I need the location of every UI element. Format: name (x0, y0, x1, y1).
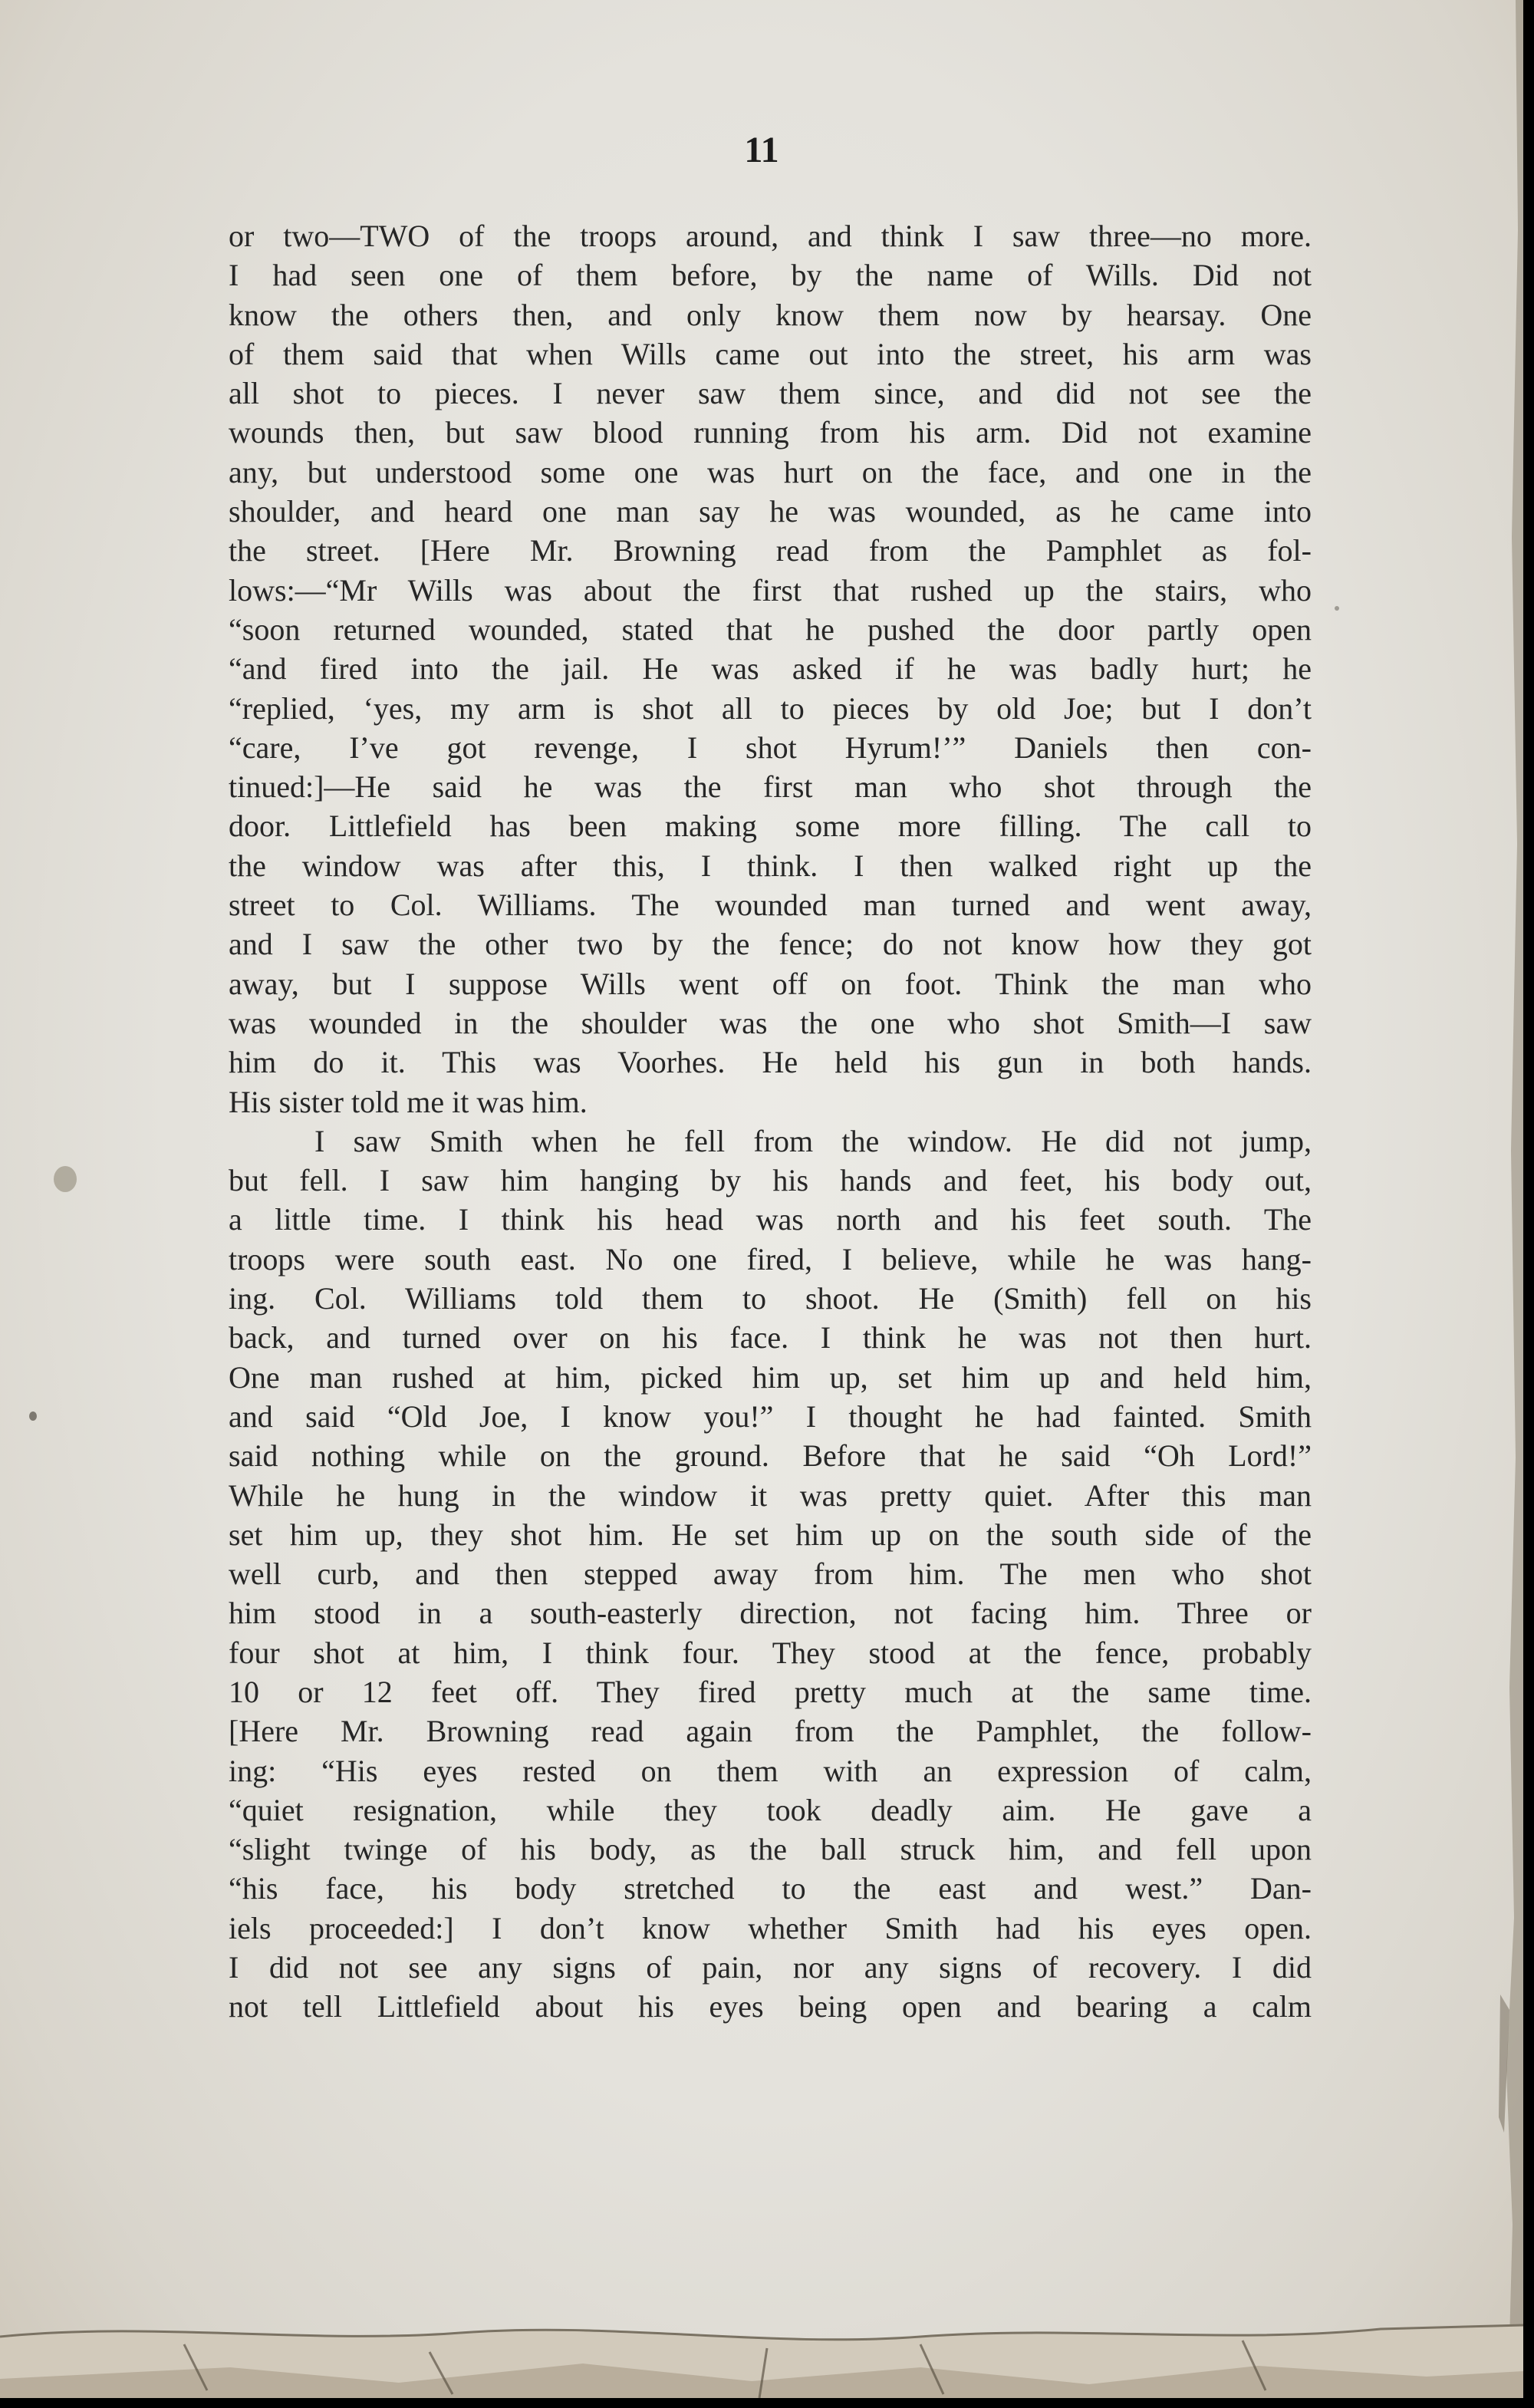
text-line: iels proceeded:] I don’t know whether Smith had his eyes open. (229, 1910, 1312, 1945)
body-text (229, 216, 1312, 2027)
text-line: 10 or 12 feet off. They fired pretty much at the same time. (229, 1674, 1312, 1709)
text-line: [Here Mr. Browning read again from the Pamphlet, the follow- (229, 1714, 1312, 1749)
text-line: ing. Col. Williams told them to shoot. He (Smith) fell on his (229, 1281, 1312, 1316)
text-line: or two—TWO of the troops around, and think I saw three—no more. (229, 219, 1312, 253)
text-line: not tell Littlefield about his eyes being open and bearing a calm (229, 1989, 1312, 2024)
text-line: the window was after this, I think. I then walked right up the (229, 848, 1312, 883)
text-line: I had seen one of them before, by the name of Wills. Did not (229, 258, 1312, 293)
text-line: tinued:]—He said he was the first man who shot through the (229, 769, 1312, 805)
text-line: four shot at him, I think four. They stood at the fence, probably (229, 1635, 1312, 1670)
torn-bottom-edge (0, 2291, 1523, 2398)
text-line: door. Littlefield has been making some more filling. The call to (229, 809, 1312, 844)
text-line: him stood in a south-easterly direction, not facing him. Three or (229, 1596, 1312, 1631)
text-line: a little time. I think his head was north and his feet south. The (229, 1202, 1312, 1237)
text-line: but fell. I saw him hanging by his hands and feet, his body out, (229, 1163, 1312, 1198)
text-line: shoulder, and heard one man say he was wounded, as he came into (229, 494, 1312, 529)
page-number: 11 (744, 130, 779, 170)
paper-stain (29, 1412, 37, 1421)
paragraph-2 (229, 1122, 1312, 2027)
text-line: wounds then, but saw blood running from his arm. Did not examine (229, 415, 1312, 450)
text-line: street to Col. Williams. The wounded man turned and went away, (229, 888, 1312, 923)
text-line: him do it. This was Voorhes. He held his gun in both hands. (229, 1045, 1312, 1080)
text-line: the street. [Here Mr. Browning read from the Pamphlet as fol- (229, 533, 1312, 568)
text-line: I saw Smith when he fell from the window. He did not jump, (314, 1123, 1312, 1158)
text-line: and I saw the other two by the fence; do not know how they got (229, 927, 1312, 962)
text-line: of them said that when Wills came out into the street, his arm was (229, 336, 1312, 371)
text-line: “his face, his body stretched to the east and west.” Dan- (229, 1871, 1312, 1906)
paper-stain (1335, 606, 1339, 611)
paper-stain (54, 1166, 77, 1192)
text-line: While he hung in the window it was pretty quiet. After this man (229, 1477, 1312, 1513)
text-line: was wounded in the shoulder was the one who shot Smith—I saw (229, 1005, 1312, 1040)
text-line: ing: “His eyes rested on them with an expression of calm, (229, 1753, 1312, 1788)
text-line: and said “Old Joe, I know you!” I thought he had fainted. Smith (229, 1398, 1312, 1434)
text-line: “care, I’ve got revenge, I shot Hyrum!’” Daniels then con- (229, 730, 1312, 765)
paragraph-1 (229, 216, 1312, 1122)
worn-right-edge (1470, 0, 1523, 2398)
text-line: lows:—“Mr Wills was about the first that rushed up the stairs, who (229, 572, 1312, 608)
text-line: “soon returned wounded, stated that he pushed the door partly open (229, 611, 1312, 647)
text-line: said nothing while on the ground. Before that he said “Oh Lord!” (229, 1438, 1312, 1474)
text-line: troops were south east. No one fired, I believe, while he was hang- (229, 1241, 1312, 1276)
text-line: “and fired into the jail. He was asked if he was badly hurt; he (229, 651, 1312, 687)
text-line: away, but I suppose Wills went off on foot. Think the man who (229, 966, 1312, 1001)
text-line: any, but understood some one was hurt on the face, and one in the (229, 454, 1312, 489)
text-line: “quiet resignation, while they took deadly aim. He gave a (229, 1792, 1312, 1827)
text-line: “replied, ‘yes, my arm is shot all to pieces by old Joe; but I don’t (229, 690, 1312, 726)
text-line: One man rushed at him, picked him up, set him up and held him, (229, 1359, 1312, 1395)
text-line: all shot to pieces. I never saw them since, and did not see the (229, 376, 1312, 411)
text-line: “slight twinge of his body, as the ball struck him, and fell upon (229, 1832, 1312, 1867)
text-line: well curb, and then stepped away from him. The men who shot (229, 1556, 1312, 1592)
text-line: I did not see any signs of pain, nor any signs of recovery. I did (229, 1950, 1312, 1985)
text-line: back, and turned over on his face. I think he was not then hurt. (229, 1320, 1312, 1356)
text-line: set him up, they shot him. He set him up on the south side of the (229, 1517, 1312, 1552)
text-line: know the others then, and only know them now by hearsay. One (229, 297, 1312, 332)
text-line: His sister told me it was him. (229, 1084, 588, 1119)
